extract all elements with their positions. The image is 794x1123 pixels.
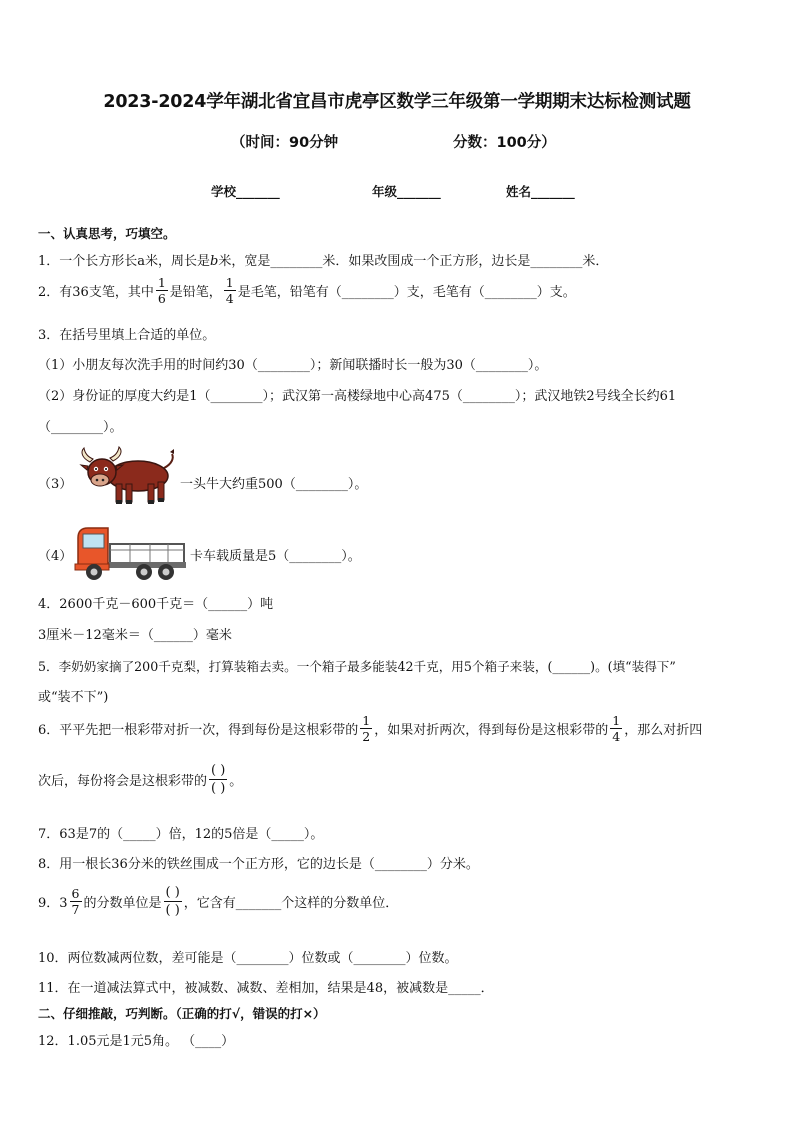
exam-title: 2023-2024学年湖北省宜昌市虎亭区数学三年级第一学期期末达标检测试题 xyxy=(103,92,691,112)
grade-field[interactable]: 年级_______ xyxy=(372,184,441,199)
question-4-a: 4．2600千克－600千克＝（______）吨 xyxy=(38,597,274,612)
fraction-one-sixth: $\frac{1}{6}$ xyxy=(157,275,166,306)
fraction-one-quarter: $\frac{1}{4}$ xyxy=(225,275,234,306)
name-field[interactable]: 姓名_______ xyxy=(506,184,575,199)
question-3-part-2: （2）身份证的厚度大约是1（________）；武汉第一高楼绿地中心高475（________）；武汉地铁2号线全长约61 xyxy=(38,389,677,404)
question-3-intro: 3．在括号里填上合适的单位。 xyxy=(38,328,216,343)
fraction-one-quarter: $\frac{1}{4}$ xyxy=(612,713,621,744)
question-5-cont: 或“装不下”) xyxy=(38,690,109,705)
fraction-one-half: $\frac{1}{2}$ xyxy=(362,713,371,744)
question-3-part-4-label: （4） xyxy=(38,549,73,564)
question-5: 5．李奶奶家摘了200千克梨，打算装箱去卖。一个箱子最多能装42千克，用5个箱子来装，(______)。(填“装得下” xyxy=(38,659,676,674)
question-2: 2．有36支笔，其中 $\frac{1}{6}$ 是铅笔， $\frac{1}{4}$ 是毛笔，铅笔有（________）支，毛笔有（________）支。 xyxy=(38,275,576,306)
section-1-heading: 一、认真思考，巧填空。 xyxy=(38,226,176,241)
ox-icon xyxy=(76,446,180,506)
fraction-six-sevenths: $\frac{6}{7}$ xyxy=(71,886,80,917)
question-1: 1．一个长方形长a米，周长是b米，宽是________米．如果改围成一个正方形，边长是________米． xyxy=(38,254,609,269)
question-3-part-3-label: （3） xyxy=(38,477,73,492)
exam-time: （时间：90分钟 xyxy=(231,135,339,151)
question-12: 12．1.05元是1元5角。 （____） xyxy=(38,1034,235,1049)
question-6: 6．平平先把一根彩带对折一次，得到每份是这根彩带的 $\frac{1}{2}$ ，如果对折两次，得到每份是这根彩带的 $\frac{1}{4}$ ，那么对折四 xyxy=(38,713,703,744)
truck-icon xyxy=(74,524,188,584)
school-field[interactable]: 学校_______ xyxy=(211,184,280,199)
question-3-part-4: 卡车载质量是5（________）。 xyxy=(190,549,361,564)
question-6-cont: 次后，每份将会是这根彩带的 $\frac{( )}{( )}$ 。 xyxy=(38,763,243,796)
question-3-part-3: 一头牛大约重500（________）。 xyxy=(180,477,368,492)
question-11: 11．在一道减法算式中，被减数、减数、差相加，结果是48，被减数是_____． xyxy=(38,981,494,996)
answer-fraction-blank[interactable]: $\frac{( )}{( )}$ xyxy=(211,763,226,796)
question-4-b: 3厘米－12毫米＝（______）毫米 xyxy=(38,628,232,643)
question-10: 10．两位数减两位数，差可能是（________）位数或（________）位数。 xyxy=(38,951,458,966)
answer-fraction-blank[interactable]: $\frac{( )}{( )}$ xyxy=(165,885,180,918)
exam-score: 分数：100分） xyxy=(453,135,556,151)
question-7: 7．63是7的（_____）倍，12的5倍是（_____）。 xyxy=(38,827,324,842)
question-8: 8．用一根长36分米的铁丝围成一个正方形，它的边长是（________）分米。 xyxy=(38,857,479,872)
question-9: 9．3 $\frac{6}{7}$ 的分数单位是 $\frac{( )}{( )}$ ，它含有_______个这样的分数单位． xyxy=(38,885,399,918)
question-3-part-1: （1）小朋友每次洗手用的时间约30（________）；新闻联播时长一般为30（________）。 xyxy=(38,358,548,373)
question-3-part-2-cont: （________）。 xyxy=(38,420,123,435)
section-2-heading: 二、仔细推敲，巧判断。（正确的打√，错误的打×） xyxy=(38,1006,326,1021)
